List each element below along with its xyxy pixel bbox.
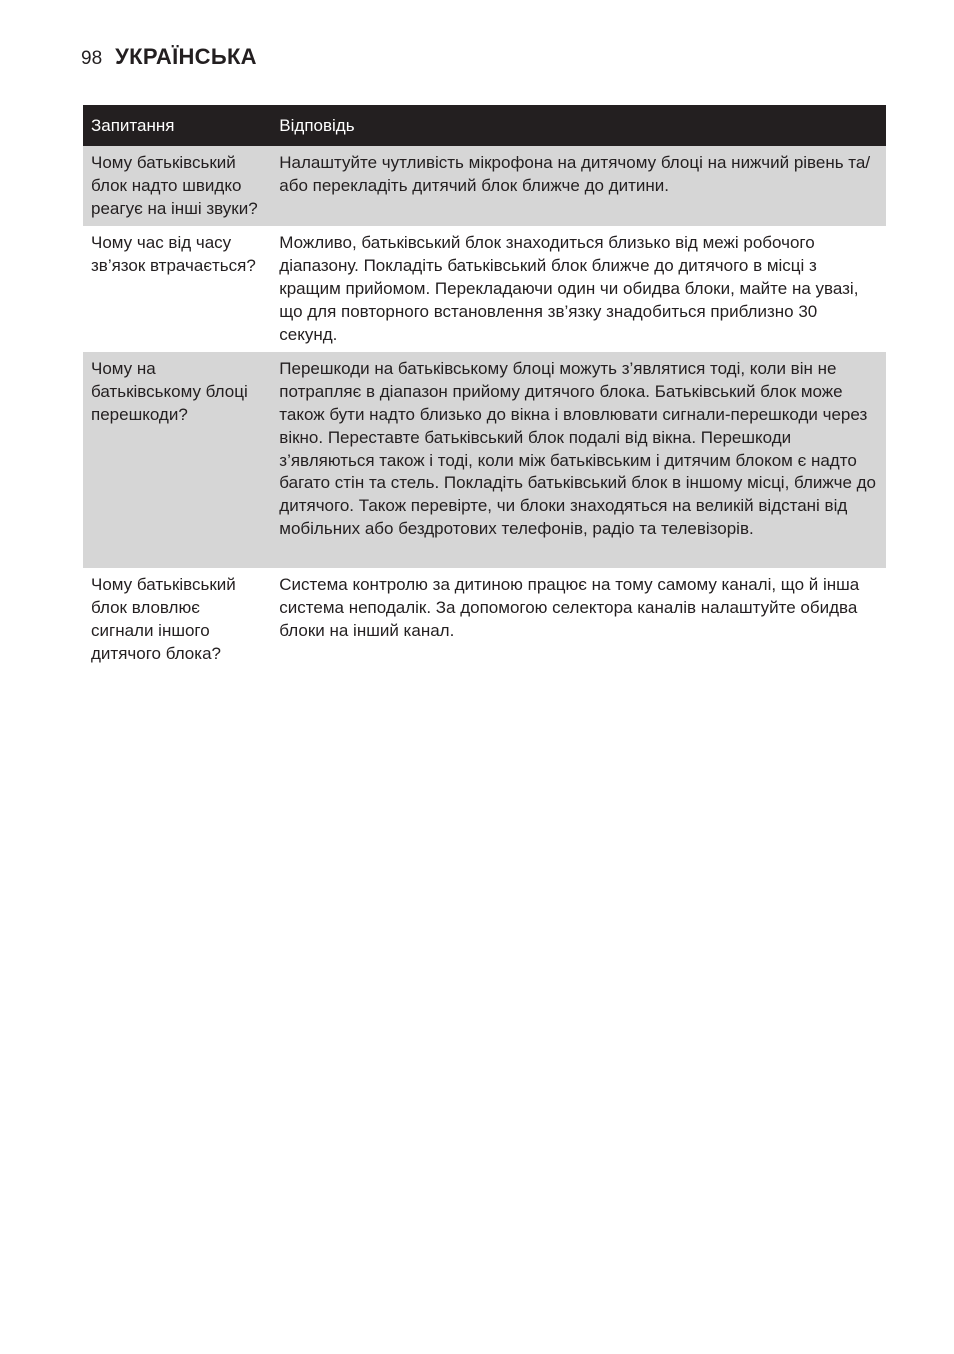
table-row	[83, 568, 886, 671]
table-row	[83, 226, 886, 352]
question-cell: Чому батьківський блок вловлює сигнали іншого дитячого блока?	[91, 575, 236, 663]
faq-table	[83, 105, 886, 672]
answer-cell: Система контролю за дитиною працює на тому самому каналі, що й інша система неподалік. За допомогою селектора каналів налаштуйте обидва блоки на інший канал.	[279, 575, 860, 640]
page-header	[81, 44, 257, 78]
question-cell: Чому на батьківському блоці перешкоди?	[83, 352, 271, 568]
answer-cell: Налаштуйте чутливість мікрофона на дитячому блоці на нижчий рівень та/або перекладіть дитячий блок ближче до дитини.	[271, 146, 886, 226]
page-number: 98	[81, 48, 103, 69]
table-header-row	[83, 105, 886, 146]
table-row	[83, 352, 886, 568]
question-cell: Чому час від часу зв’язок втрачається?	[91, 233, 256, 276]
table-row	[83, 146, 886, 226]
section-title: УКРАЇНСЬКА	[115, 44, 257, 69]
column-header-question: Запитання	[83, 105, 271, 146]
answer-cell: Можливо, батьківський блок знаходиться близько від межі робочого діапазону. Покладіть батьківський блок ближче до дитячого в місці з кращим прийомом. Перекладаючи один чи обидва блоки, майте на увазі, що для повторного встановлення зв’язку знадобиться приблизно 30 секунд.	[279, 233, 859, 344]
answer-cell: Перешкоди на батьківському блоці можуть з’являтися тоді, коли він не потрапляє в діапазон прийому дитячого блока. Батьківський блок може також бути надто близько до вікна і вловлювати сигнали-перешкоди через вікно. Переставте батьківський блок подалі від вікна. Перешкоди з’являються також і тоді, коли між батьківським і дитячим блоком є надто багато стін та стель. Покладіть батьківський блок в іншому місці, ближче до дитячого. Також перевірте, чи блоки знаходяться на великій відстані від мобільних або бездротових телефонів, радіо та телевізорів.	[271, 352, 886, 568]
question-cell: Чому батьківський блок надто швидко реагує на інші звуки?	[83, 146, 271, 226]
column-header-answer: Відповідь	[271, 105, 886, 146]
